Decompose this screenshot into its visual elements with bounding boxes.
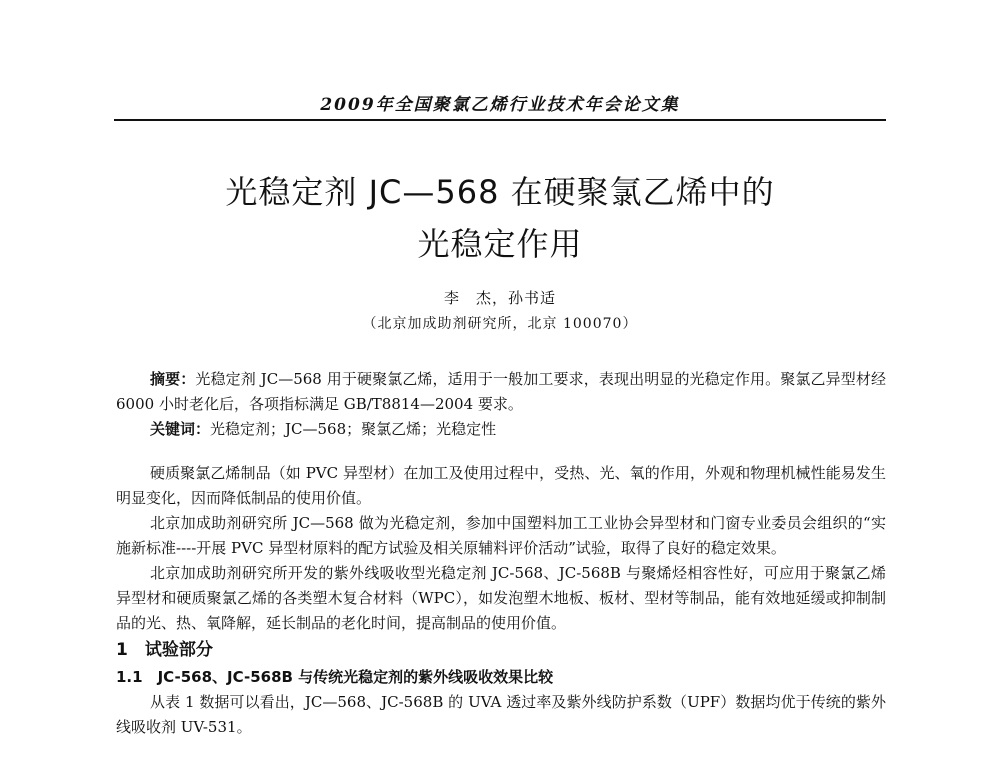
keywords [116, 417, 886, 442]
body-text [116, 461, 886, 740]
affiliation: （北京加成助剂研究所，北京 100070） [362, 316, 638, 332]
keywords-label: 关键词： [150, 420, 211, 438]
abstract [116, 367, 886, 417]
section-heading-1-1: 1.1 JC-568、JC-568B 与传统光稳定剂的紫外线吸收效果比较 [116, 668, 554, 686]
paragraph: 北京加成助剂研究所开发的紫外线吸收型光稳定剂 JC-568、JC-568B 与聚烯烃相容性好，可应用于聚氯乙烯异型材和硬质聚氯乙烯的各类塑木复合材料（WPC），如发泡塑木地板、板材、型材等制品，能有效地延缓或抑制制品的光、热、氧降解，延长制品的老化时间，提高制品的使用价值。 [116, 564, 886, 632]
authors: 李 杰，孙书适 [443, 289, 556, 307]
title-line-1: 光稳定剂 JC—568 在硬聚氯乙烯中的 [225, 173, 775, 211]
title-line-2: 光稳定作用 [417, 225, 583, 263]
keywords-text: 光稳定剂；JC—568；聚氯乙烯；光稳定性 [210, 420, 497, 438]
paragraph: 北京加成助剂研究所 JC—568 做为光稳定剂，参加中国塑料加工工业协会异型材和门窗专业委员会组织的“实施新标准----开展 PVC 异型材原料的配方试验及相关原辅料评价活动”试验，取得了良好的稳定效果。 [116, 514, 886, 557]
header-rule [114, 119, 886, 121]
running-header: 2009年全国聚氯乙烯行业技术年会论文集 [320, 95, 680, 115]
paragraph: 硬质聚氯乙烯制品（如 PVC 异型材）在加工及使用过程中，受热、光、氧的作用，外观和物理机械性能易发生明显变化，因而降低制品的使用价值。 [116, 464, 886, 507]
section-heading-1: 1 试验部分 [116, 640, 213, 660]
paper-title [0, 166, 1000, 270]
abstract-label: 摘要： [150, 370, 196, 388]
paragraph: 从表 1 数据可以看出，JC—568、JC-568B 的 UVA 透过率及紫外线防护系数（UPF）数据均优于传统的紫外线吸收剂 UV-531。 [116, 693, 886, 736]
abstract-text: 光稳定剂 JC—568 用于硬聚氯乙烯，适用于一般加工要求，表现出明显的光稳定作用。聚氯乙异型材经 6000 小时老化后，各项指标满足 GB/T8814—2004 要求。 [116, 370, 886, 413]
